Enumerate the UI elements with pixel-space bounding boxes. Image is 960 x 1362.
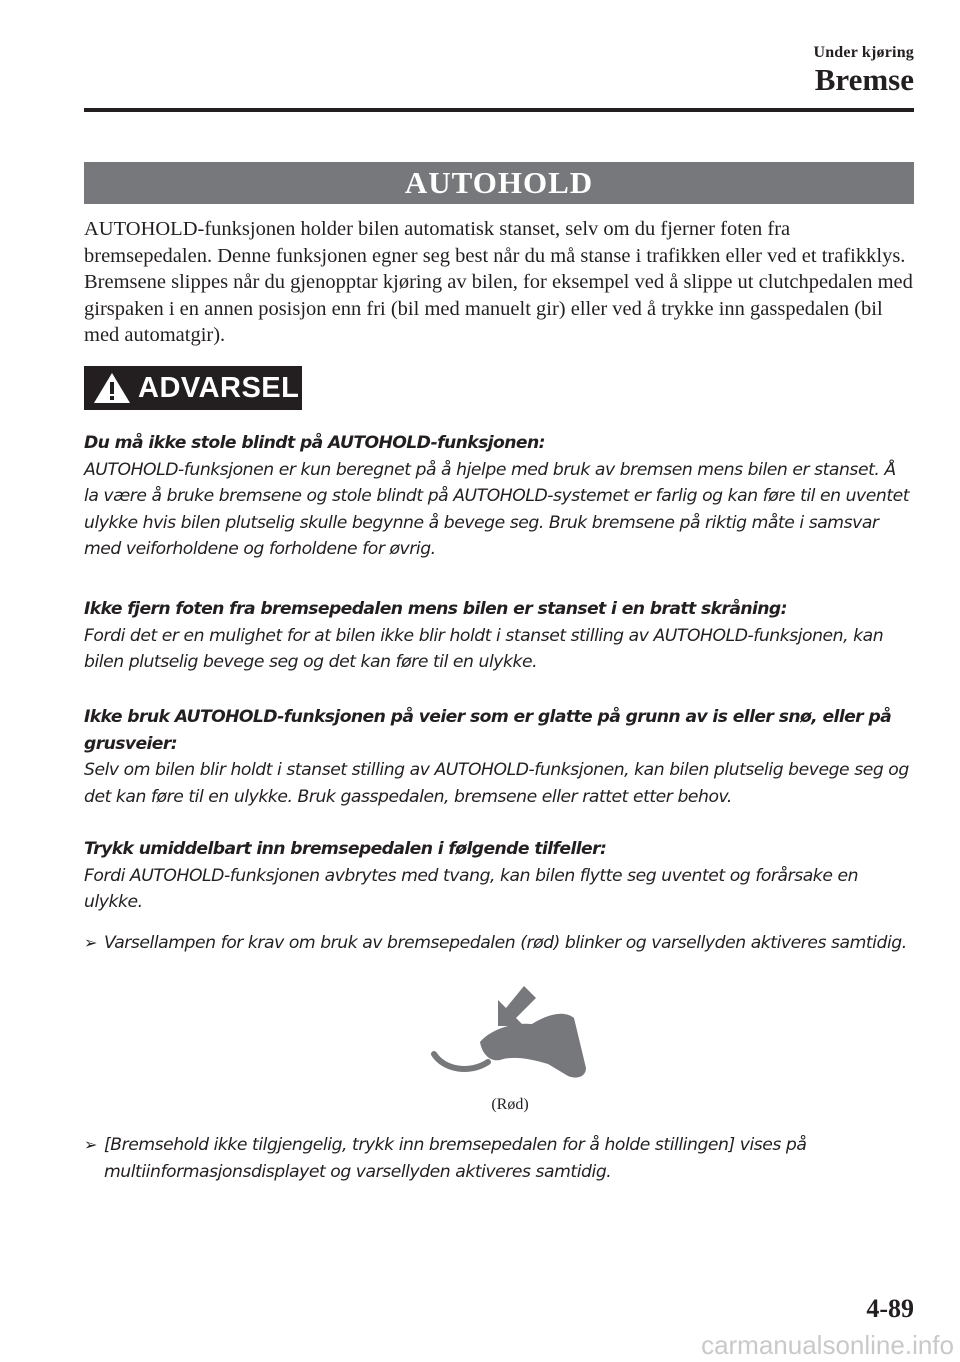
header-rule: [84, 108, 914, 112]
warning-item-title: Trykk umiddelbart inn bremsepedalen i følgende tilfeller:: [84, 839, 607, 859]
warning-item-title: Ikke bruk AUTOHOLD-funksjonen på veier som er glatte på grunn av is eller snø, eller på grusveier:: [84, 707, 892, 754]
warning-item-title: Du må ikke stole blindt på AUTOHOLD-funksjonen:: [84, 433, 545, 453]
bullet-text: [Bremsehold ikke tilgjengelig, trykk inn bremsepedalen for å holde stillingen] vises på multiinformasjonsdisplayet og varsellyden aktiveres samtidig.: [104, 1135, 807, 1182]
warning-item-text: Fordi AUTOHOLD-funksjonen avbrytes med tvang, kan bilen flytte seg uventet og forårsake en ulykke.: [84, 865, 859, 913]
warning-item: [84, 836, 914, 916]
warning-label: ADVARSEL: [138, 371, 300, 404]
section-title: Bremse: [814, 62, 914, 97]
bullet-item: [84, 1132, 914, 1185]
page-title-bar: [84, 162, 914, 204]
page-title: AUTOHOLD: [404, 165, 594, 200]
page-number: 4-89: [866, 1294, 914, 1323]
watermark: carmanualsonline.info: [701, 1330, 954, 1360]
warning-item-title: Ikke fjern foten fra bremsepedalen mens bilen er stanset i en bratt skråning:: [84, 599, 787, 619]
warning-item-text: AUTOHOLD-funksjonen er kun beregnet på å hjelpe med bruk av bremsen mens bilen er stanset. Å la være å bruke bremsene og stole blindt på AUTOHOLD-systemet er farlig og kan føre til en uventet ulykke hvis bilen plutselig skulle begynne å bevege seg. Bruk bremsene på riktig måte i samsvar med veiforholdene og forholdene for øvrig.: [84, 459, 910, 560]
bullet-text: Varsellampen for krav om bruk av bremsepedalen (rød) blinker og varsellyden aktiveres samtidig.: [104, 933, 907, 953]
brake-pedal-foot-icon: [428, 984, 588, 1084]
warning-item: [84, 704, 914, 810]
warning-item-text: Selv om bilen blir holdt i stanset stilling av AUTOHOLD-funksjonen, kan bilen plutselig bevege seg og det kan føre til en ulykke. Bruk gasspedalen, bremsene eller rattet etter behov.: [84, 760, 909, 807]
warning-item: [84, 430, 914, 563]
bullet-item: [84, 930, 914, 957]
arrow-bullet-icon: ➢: [84, 1135, 97, 1154]
warning-badge: [84, 366, 302, 410]
arrow-bullet-icon: ➢: [84, 933, 97, 952]
warning-item-text: Fordi det er en mulighet for at bilen ikke blir holdt i stanset stilling av AUTOHOLD-funksjonen, kan bilen plutselig bevege seg og det kan føre til en ulykke.: [84, 625, 884, 673]
intro-paragraph: AUTOHOLD-funksjonen holder bilen automatisk stanset, selv om du fjerner foten fra bremsepedalen. Denne funksjonen egner seg best når du må stanse i trafikken eller ved et trafikklys. Bremsene slippes når du gjenopptar kjøring av bilen, for eksempel ved å slippe ut clutchpedalen med girspaken i en annen posisjon enn fri (bil med manuelt gir) eller ved å trykke inn gasspedalen (bil med automatgir).: [84, 218, 913, 347]
figure-caption: (Rød): [491, 1096, 529, 1113]
warning-item: [84, 596, 914, 676]
warning-triangle-icon: [92, 371, 132, 405]
chapter-title: Under kjøring: [813, 44, 914, 61]
